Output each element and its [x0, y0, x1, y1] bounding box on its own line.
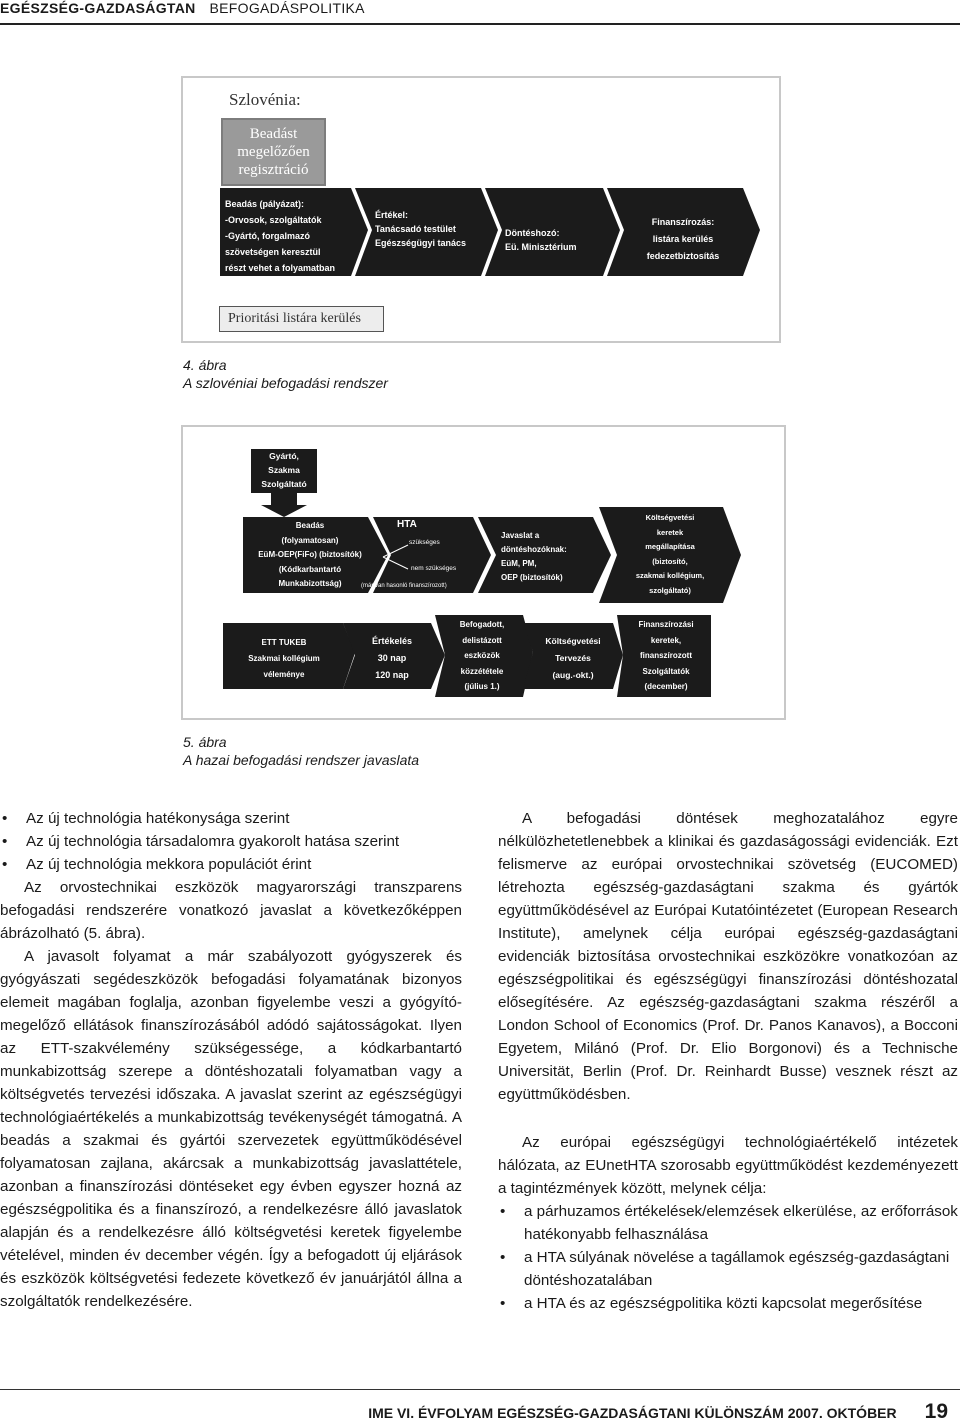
figure-5 [181, 425, 786, 720]
figure-4-title: Szlovénia: [229, 90, 301, 109]
hta-label: HTA [397, 519, 417, 530]
planning-text: Költségvetési Tervezés (aug.-okt.) [545, 636, 601, 680]
header-subsection: BEFOGADÁSPOLITIKA [209, 0, 365, 16]
paragraph: A befogadási döntések meghozatalához egyre nélkülözhetetlenebbek a klinikai és gazdaságossági evidenciák. Ezt felismerve az európai orvostechnikai szövetség (EUCOMED) létrehozta egészség-gazdaságtani szakma és gyártók együttműködésével az Európai Kutatóintézetet (European Research Institute), amelynek célja európai egészség-gazdaságtani evidenciák biztosítása orvostechnikai eszközökre vonatkozóan az egészségpolitikai és egészségügyi finanszírozási döntéshozatal elősegítésére. Az egészség-gazdaságtani szakma részéről a London School of Economics (Prof. Dr. Panos Kanavos), a Bocconi Egyetem, Milánó (Prof. Dr. Elio Borgonovi) és a Technische Universität, Berlin (Prof. Dr. Reinhardt Busse) vesznek részt az együttműködésben. [498, 810, 958, 1103]
goals-list [498, 1200, 958, 1315]
list-item: • a HTA és az egészségpolitika közti kapcsolat megerősítése [498, 1292, 958, 1315]
list-item: • Az új technológia hatékonysága szerint [0, 807, 462, 830]
budget-frame-text: Költségvetési keretek megállapítása (biztosító, szakmai kollégium, szolgáltató) [635, 513, 705, 595]
page-header [0, 0, 365, 16]
paragraph: A javasolt folyamat a már szabályozott gyógyszerek és gyógyászati segédeszközök befogadási folyamatának bizonyos elemeit magában foglalja, azonban figyelembe veszi a gyógyító-megelőző ellátások finanszírozásából adódó sajátosságokat. Ilyen az ETT-szakvélemény szükségessége, a kódkarbantartó munkabizottság szerepe a döntéshozatali folyamatban vagy a költségvetés tervezési időszaka. A javaslat szerint az egészségügyi technológiaértékelés a munkabizottság tevékenységét támogatná. A beadás a szakmai és gyártói szervezetek együttműködésével folyamatosan zajlana, akárcsak a munkabizottság javaslattétele, azonban a finanszírozási döntéseket egy évben egyszer hozná az egészségpolitika és a finanszírozó, a rendelkezésre álló javaslatok alapján és a rendelkezésre álló költségvetési keretek figyelembe vételével, minden év december végén. Így a befogadott új eljárások és eszközök költségvetési fedezete következő év januárjától állna a szolgáltatók rendelkezésére. [0, 948, 462, 1310]
decision-text: Döntéshozó: Eü. Minisztérium [505, 228, 577, 252]
down-arrow [261, 493, 307, 517]
list-item: • a párhuzamos értékelések/elemzések elkerülése, az erőforrások hatékonyabb felhasználása [498, 1200, 958, 1246]
financing-frame-text: Finanszírozási keretek, finanszírozott Szolgáltatók (december) [638, 620, 694, 691]
hta-chevron [373, 517, 491, 593]
proposal-text: Javaslat a döntéshozóknak: EüM, PM, OEP (biztosítók) [501, 531, 567, 582]
header-section: EGÉSZSÉG-GAZDASÁGTAN [0, 0, 196, 16]
evaluation-text: Értékel: Tanácsadó testület Egészségügyi tanács [375, 210, 467, 248]
header-rule [0, 23, 960, 25]
figure-4-caption: 4. ábra A szlovéniai befogadási rendszer [183, 357, 388, 391]
needed-label: szükséges [409, 539, 440, 546]
page-footer [368, 1400, 948, 1424]
list-item: • Az új technológia mekkora populációt érint [0, 853, 462, 876]
not-needed-label: nem szükséges [411, 565, 457, 572]
submission-text: Beadás (folyamatosan) EüM-OEP(FiFo) (biztosítók) (Kódkarbantartó Munkabizottság) [258, 521, 362, 588]
submission-text: Beadás (pályázat): -Orvosok, szolgáltatók -Gyártó, forgalmazó szövetségen keresztül részt vehet a folyamatban [225, 199, 336, 273]
note-label: (már van hasonló finanszírozott) [361, 583, 447, 589]
priority-box: Prioritási listára kerülés [219, 306, 384, 332]
evaluation-text: Értékelés 30 nap 120 nap [371, 636, 413, 680]
ett-text: ETT TUKEB Szakmai kollégium véleménye [248, 638, 320, 679]
paragraph: Az orvostechnikai eszközök magyarországi transzparens befogadási rendszerére vonatkozó javaslat a következőképpen ábrázolható (5. ábra). [0, 879, 462, 942]
financing-text: Finanszírozás: listára kerülés fedezetbiztosítás [646, 217, 720, 261]
manufacturer-text: Gyártó, Szakma Szolgáltató [261, 451, 307, 489]
right-column [498, 807, 958, 1315]
registration-box: Beadást megelőzően regisztráció [221, 118, 326, 186]
figure-4 [181, 76, 781, 343]
list-item: • Az új technológia társadalomra gyakorolt hatása szerint [0, 830, 462, 853]
page-number: 19 [924, 1400, 948, 1423]
figure-5-caption: 5. ábra A hazai befogadási rendszer javaslata [183, 734, 420, 768]
journal-info: IME VI. ÉVFOLYAM EGÉSZSÉG-GAZDASÁGTANI KÜLÖNSZÁM 2007. OKTÓBER [368, 1405, 897, 1421]
criteria-list [0, 807, 462, 876]
accepted-text: Befogadott, delistázott eszközök közzététele (július 1.) [459, 620, 505, 691]
list-item: • a HTA súlyának növelése a tagállamok egészség-gazdaságtani döntéshozatalában [498, 1246, 958, 1292]
left-column [0, 807, 462, 1313]
footer-rule [0, 1389, 960, 1390]
paragraph: Az európai egészségügyi technológiaértékelő intézetek hálózata, az EUnetHTA szorosabb együttműködést kezdeményezett a tagintézmények között, melynek célja: [498, 1134, 958, 1197]
